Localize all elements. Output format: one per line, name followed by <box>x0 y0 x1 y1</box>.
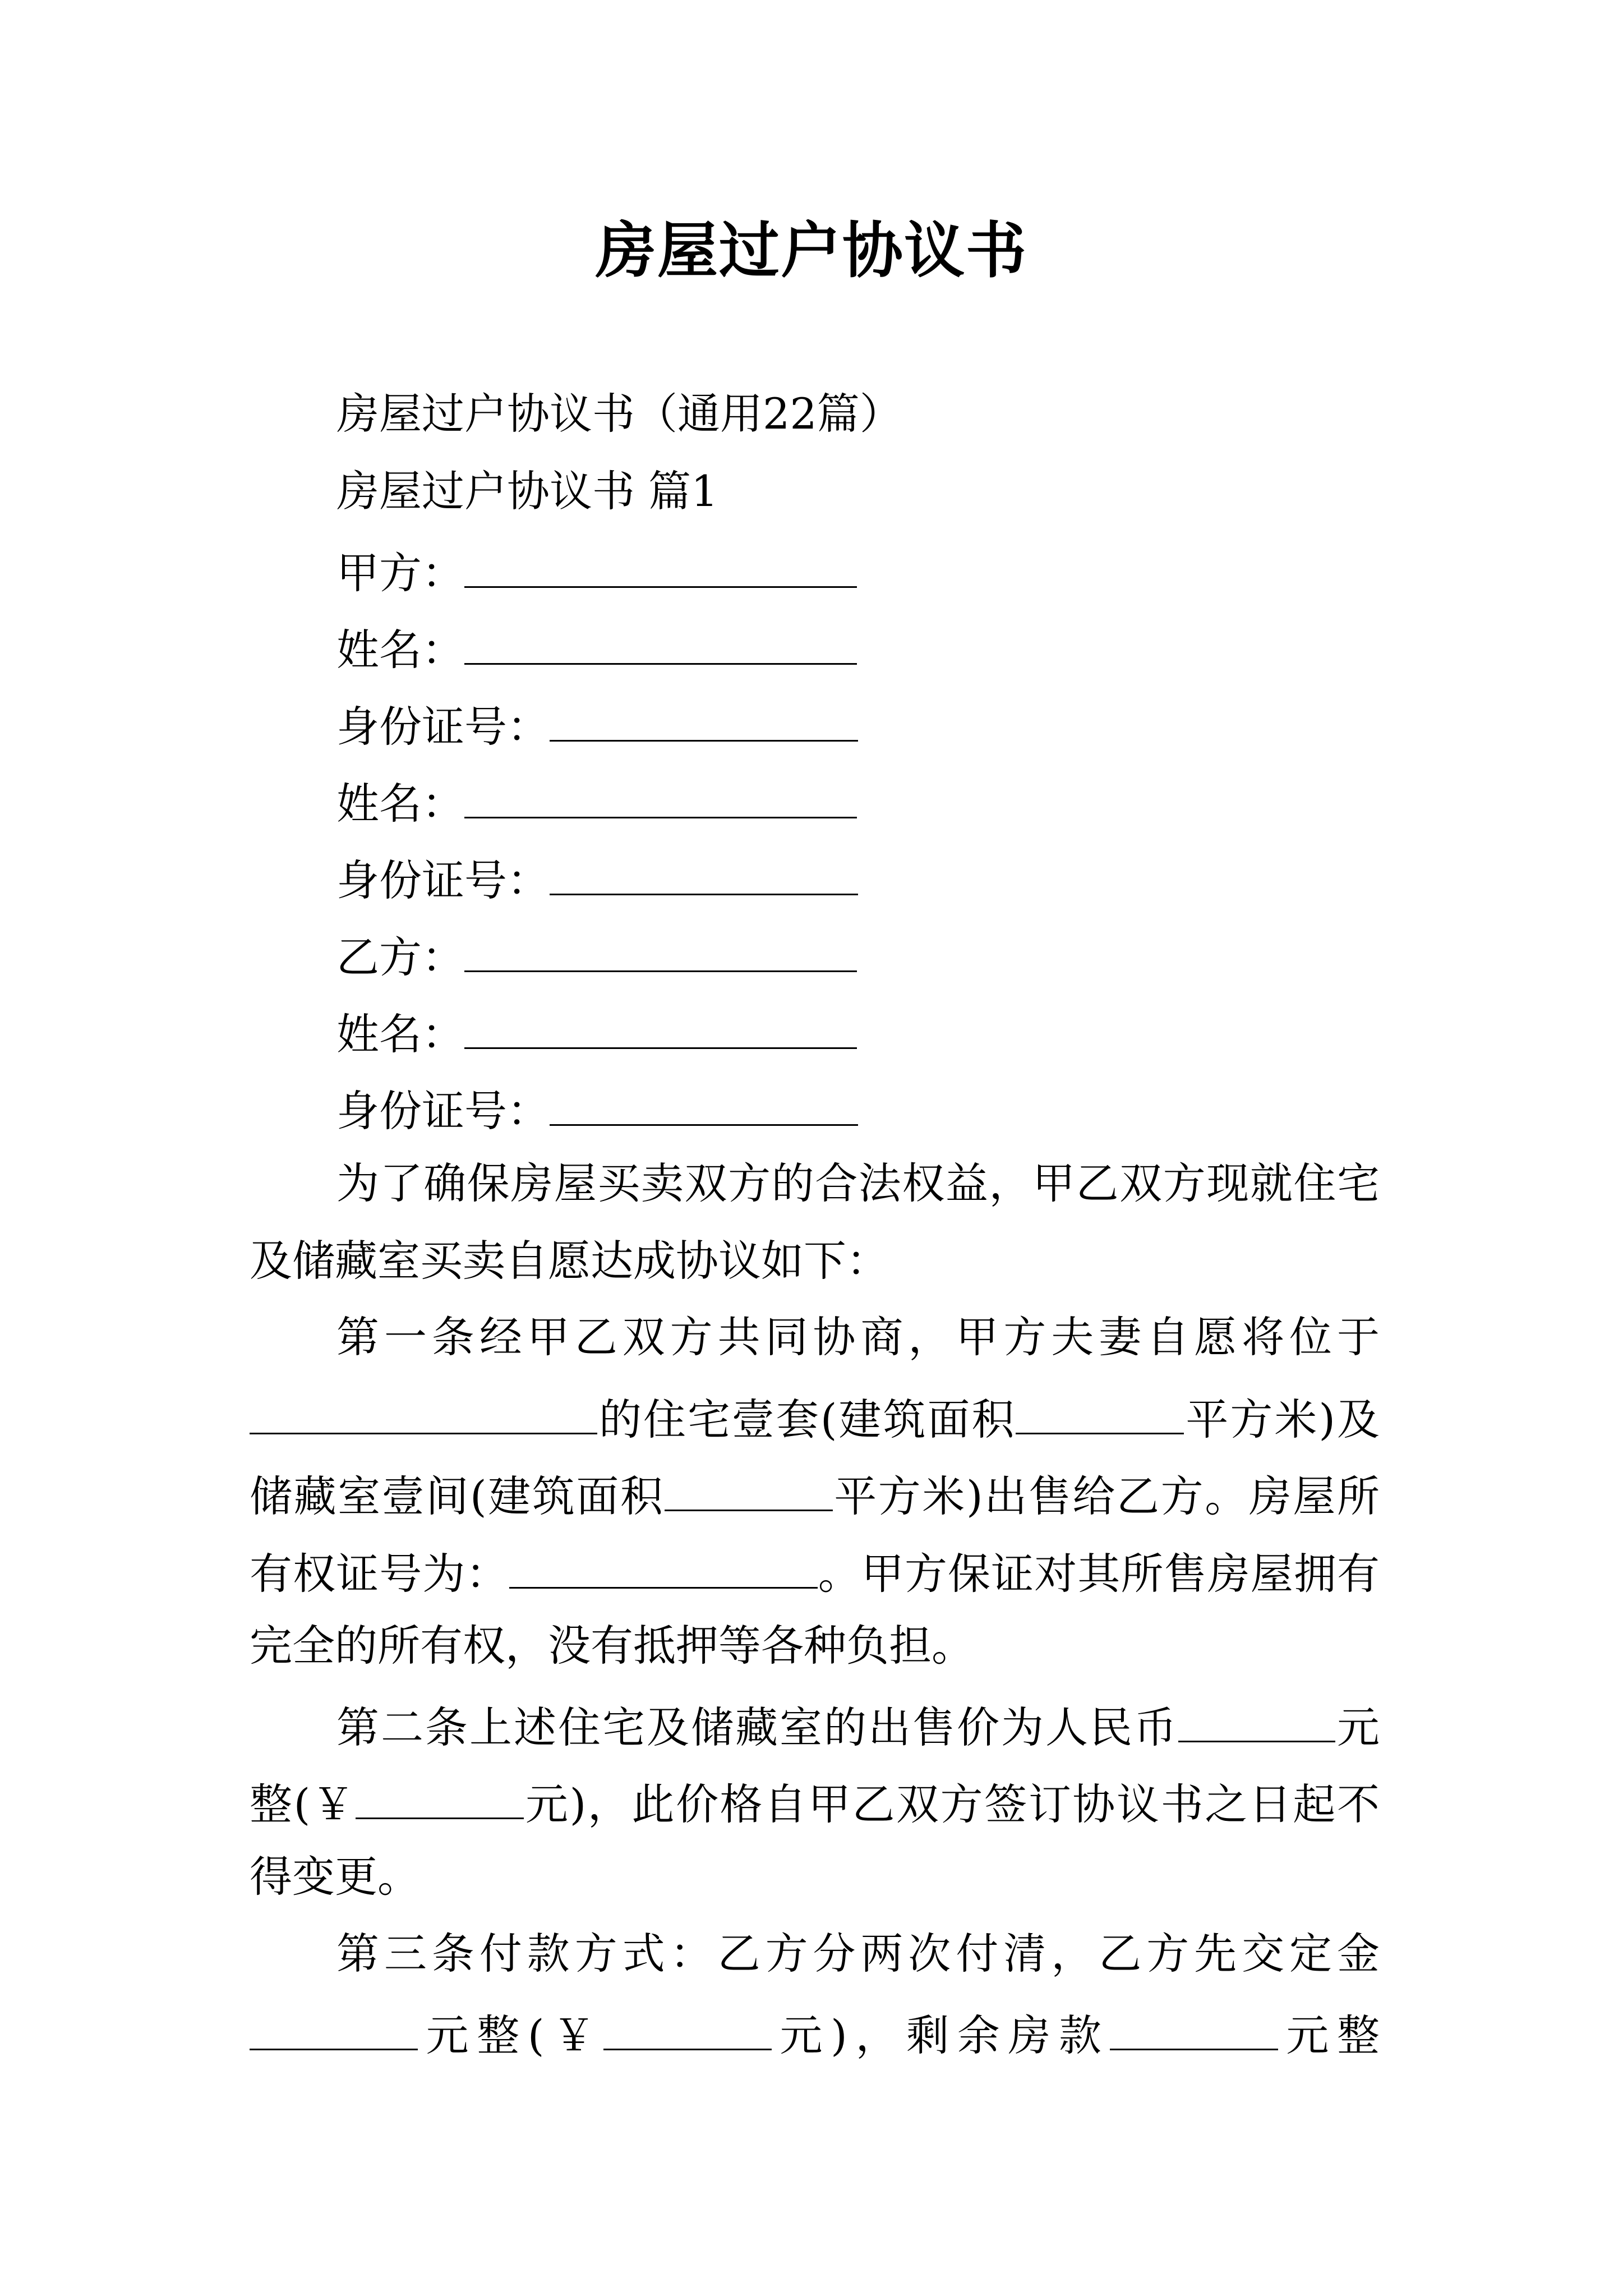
field-label: 身份证号： <box>336 702 550 752</box>
blank-line <box>464 547 857 588</box>
blank-line <box>250 1393 597 1434</box>
blank-line <box>550 1085 858 1126</box>
party-b-field <box>336 931 857 982</box>
article-1-line <box>250 1548 1380 1599</box>
field-label: 乙方： <box>336 932 464 982</box>
text-span: 元整 <box>1278 2010 1380 2060</box>
article-1-line: 完全的所有权，没有抵押等各种负担。 <box>250 1621 974 1671</box>
text-span: 储藏室壹间(建筑面积 <box>250 1471 665 1521</box>
article-2-line: 得变更。 <box>250 1852 420 1902</box>
text-span: 元整(￥ <box>418 2010 603 2060</box>
field-label: 身份证号： <box>336 1086 550 1136</box>
name-field <box>336 624 857 675</box>
text-span: 平方米)及 <box>1184 1395 1380 1444</box>
text-span: 第二条上述住宅及储藏室的出售价为人民币 <box>336 1703 1178 1752</box>
text-span: 整(￥ <box>250 1779 356 1829</box>
id-number-field <box>336 701 858 752</box>
document-title: 房屋过户协议书 <box>595 215 1027 286</box>
blank-line <box>665 1470 833 1511</box>
blank-line <box>250 2009 418 2050</box>
party-a-field <box>336 547 857 598</box>
field-label: 姓名： <box>336 625 464 675</box>
blank-line <box>356 1778 524 1819</box>
article-1-line <box>250 1393 1380 1444</box>
blank-line <box>550 701 858 742</box>
text-span: 平方米)出售给乙方。房屋所 <box>832 1471 1380 1521</box>
blank-line <box>1110 2009 1278 2050</box>
field-label: 姓名： <box>336 779 464 829</box>
document-subtitle: 房屋过户协议书（通用22篇） <box>336 389 902 439</box>
blank-line <box>1016 1393 1184 1434</box>
intro-line: 及储藏室买卖自愿达成协议如下： <box>250 1236 889 1286</box>
blank-line <box>509 1548 818 1589</box>
article-2-line <box>336 1701 1380 1752</box>
blank-line <box>464 777 857 818</box>
text-span: 的住宅壹套(建筑面积 <box>597 1395 1016 1444</box>
blank-line <box>603 2009 772 2050</box>
field-label: 身份证号： <box>336 855 550 905</box>
id-number-field <box>336 854 858 905</box>
intro-line: 为了确保房屋买卖双方的合法权益，甲乙双方现就住宅 <box>336 1158 1380 1208</box>
blank-line <box>464 624 857 665</box>
blank-line <box>464 1008 857 1049</box>
article-3-line: 第三条付款方式：乙方分两次付清，乙方先交定金 <box>336 1929 1380 1978</box>
article-3-line <box>250 2009 1380 2060</box>
text-span: 有权证号为： <box>250 1549 509 1599</box>
field-label: 甲方： <box>336 548 464 598</box>
blank-line <box>550 854 858 895</box>
section-heading: 房屋过户协议书 篇1 <box>336 466 718 516</box>
article-2-line <box>250 1778 1380 1829</box>
article-1-line <box>250 1470 1380 1521</box>
id-number-field <box>336 1085 858 1136</box>
name-field <box>336 1008 857 1059</box>
text-span: 元 <box>1335 1703 1380 1752</box>
field-label: 姓名： <box>336 1009 464 1059</box>
text-span: 元)，剩余房款 <box>771 2010 1110 2060</box>
blank-line <box>464 931 857 972</box>
article-1-line: 第一条经甲乙双方共同协商，甲方夫妻自愿将位于 <box>336 1312 1380 1362</box>
name-field <box>336 777 857 829</box>
blank-line <box>1178 1701 1335 1742</box>
text-span: 。甲方保证对其所售房屋拥有 <box>817 1549 1380 1599</box>
text-span: 元)，此价格自甲乙双方签订协议书之日起不 <box>524 1779 1380 1829</box>
